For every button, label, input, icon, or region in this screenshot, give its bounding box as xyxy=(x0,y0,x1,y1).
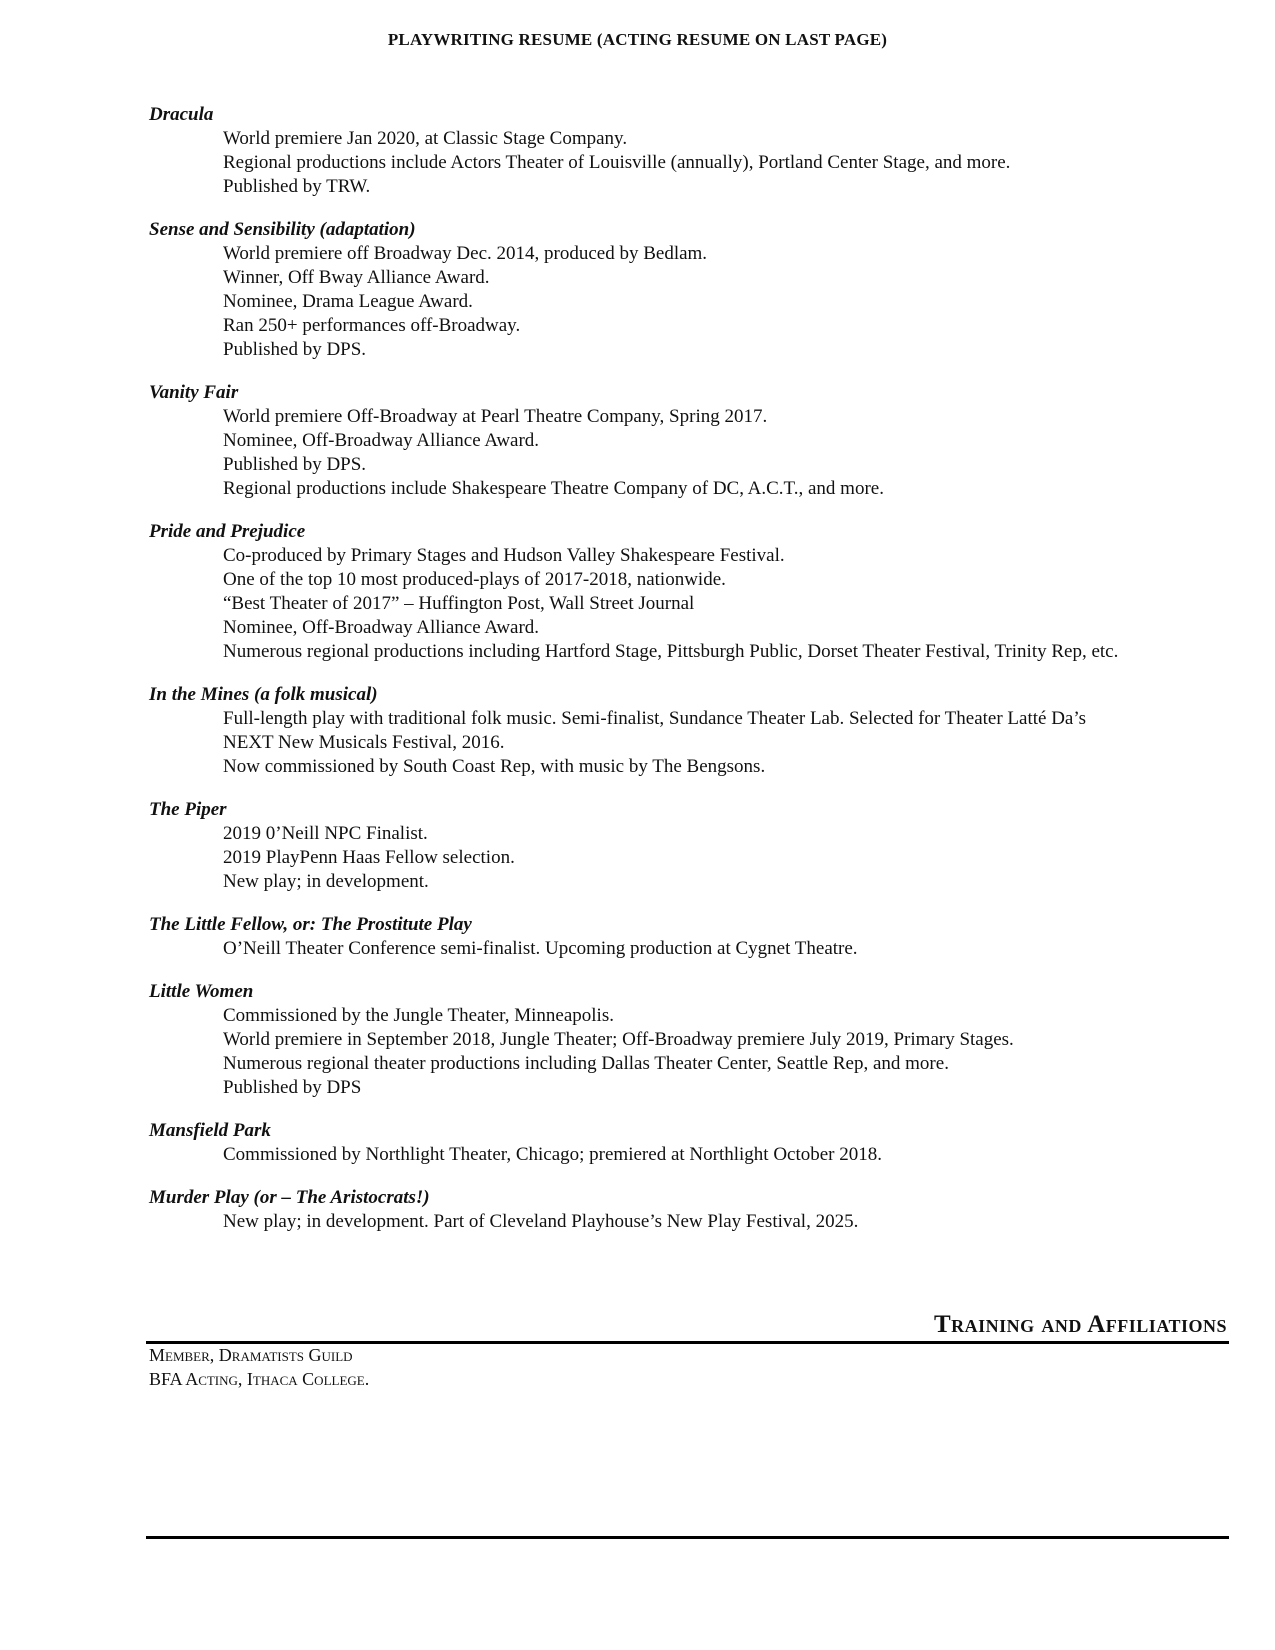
play-entry-in-the-mines xyxy=(149,683,1229,779)
play-detail: NEXT New Musicals Festival, 2016. xyxy=(223,732,505,753)
play-detail: Published by TRW. xyxy=(223,176,371,197)
training-item: BFA Acting, Ithaca College. xyxy=(149,1369,370,1389)
training-section-heading: Training and Affiliations xyxy=(933,1311,1227,1338)
play-title: The Little Fellow, or: The Prostitute Play xyxy=(149,914,472,935)
play-detail: Numerous regional theater productions including Dallas Theater Center, Seattle Rep, and more. xyxy=(223,1053,949,1074)
play-entry-mansfield-park xyxy=(149,1119,1229,1167)
play-detail: Nominee, Off-Broadway Alliance Award. xyxy=(223,617,540,638)
play-entry-the-little-fellow xyxy=(149,913,1229,961)
play-detail: Co-produced by Primary Stages and Hudson Valley Shakespeare Festival. xyxy=(223,545,785,566)
training-item: Member, Dramatists Guild xyxy=(149,1345,353,1365)
page-title: PLAYWRITING RESUME (ACTING RESUME ON LAST PAGE) xyxy=(387,30,888,49)
play-detail: Regional productions include Shakespeare Theatre Company of DC, A.C.T., and more. xyxy=(223,478,884,499)
play-entry-vanity-fair xyxy=(149,381,1229,501)
play-detail: Regional productions include Actors Theater of Louisville (annually), Portland Center Stage, and more. xyxy=(223,152,1011,173)
play-title: Murder Play (or – The Aristocrats!) xyxy=(149,1187,430,1208)
play-title: Mansfield Park xyxy=(149,1120,271,1141)
play-detail: Published by DPS. xyxy=(223,454,367,475)
play-detail: “Best Theater of 2017” – Huffington Post, Wall Street Journal xyxy=(223,593,695,614)
play-title: In the Mines (a folk musical) xyxy=(149,684,378,705)
play-detail: World premiere Off-Broadway at Pearl Theatre Company, Spring 2017. xyxy=(223,406,768,427)
play-entry-murder-play xyxy=(149,1186,1229,1234)
play-list xyxy=(149,103,1229,1253)
play-title: Vanity Fair xyxy=(149,382,239,403)
play-entry-the-piper xyxy=(149,798,1229,894)
play-detail: Nominee, Off-Broadway Alliance Award. xyxy=(223,430,540,451)
play-detail: World premiere in September 2018, Jungle Theater; Off-Broadway premiere July 2019, Primary Stages. xyxy=(223,1029,1014,1050)
play-detail: New play; in development. Part of Cleveland Playhouse’s New Play Festival, 2025. xyxy=(223,1211,859,1232)
play-detail: Now commissioned by South Coast Rep, with music by The Bengsons. xyxy=(223,756,766,777)
play-detail: Commissioned by the Jungle Theater, Minneapolis. xyxy=(223,1005,614,1026)
play-title: Dracula xyxy=(149,104,214,125)
footer-divider xyxy=(146,1536,1229,1539)
play-entry-dracula xyxy=(149,103,1229,199)
play-detail: Winner, Off Bway Alliance Award. xyxy=(223,267,490,288)
play-detail: Numerous regional productions including Hartford Stage, Pittsburgh Public, Dorset Theater Festival, Trinity Rep, etc. xyxy=(223,641,1119,662)
play-detail: Full-length play with traditional folk music. Semi-finalist, Sundance Theater Lab. Selected for Theater Latté Da’s xyxy=(223,708,1087,729)
play-detail: World premiere Jan 2020, at Classic Stage Company. xyxy=(223,128,628,149)
play-entry-pride-and-prejudice xyxy=(149,520,1229,664)
play-title: Sense and Sensibility (adaptation) xyxy=(149,219,416,240)
play-detail: O’Neill Theater Conference semi-finalist. Upcoming production at Cygnet Theatre. xyxy=(223,938,858,959)
play-detail: 2019 0’Neill NPC Finalist. xyxy=(223,823,428,844)
training-list xyxy=(149,1343,1219,1391)
play-detail: Commissioned by Northlight Theater, Chicago; premiered at Northlight October 2018. xyxy=(223,1144,883,1165)
play-entry-sense-and-sensibility xyxy=(149,218,1229,362)
play-title: Little Women xyxy=(149,981,254,1002)
play-detail: One of the top 10 most produced-plays of 2017-2018, nationwide. xyxy=(223,569,726,590)
play-detail: Nominee, Drama League Award. xyxy=(223,291,473,312)
play-title: Pride and Prejudice xyxy=(149,521,306,542)
play-detail: Published by DPS. xyxy=(223,339,367,360)
play-detail: Ran 250+ performances off-Broadway. xyxy=(223,315,521,336)
play-detail: World premiere off Broadway Dec. 2014, produced by Bedlam. xyxy=(223,243,708,264)
play-detail: 2019 PlayPenn Haas Fellow selection. xyxy=(223,847,515,868)
play-detail: New play; in development. xyxy=(223,871,429,892)
play-title: The Piper xyxy=(149,799,227,820)
play-detail: Published by DPS xyxy=(223,1077,362,1098)
play-entry-little-women xyxy=(149,980,1229,1100)
